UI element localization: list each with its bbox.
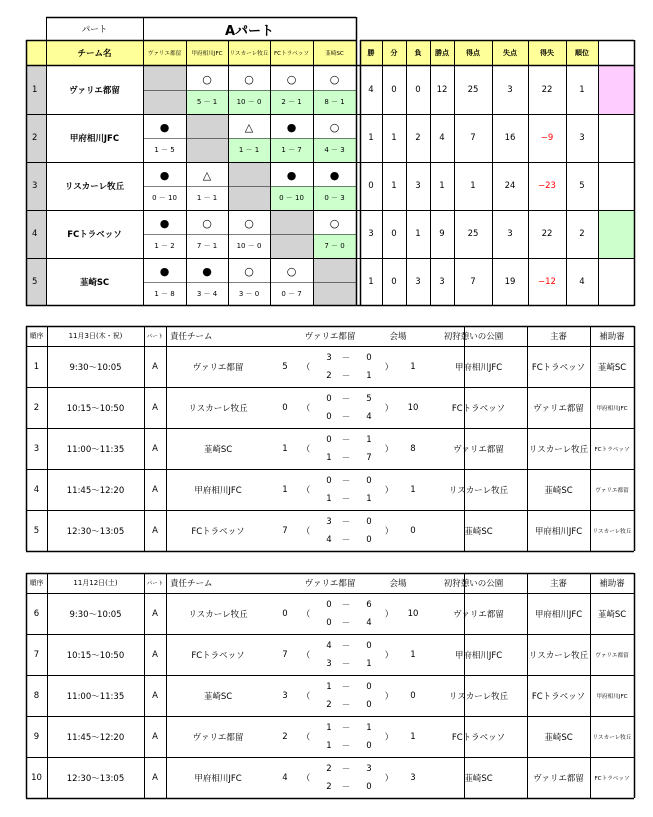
opponent-team: ヴァリエ都留 — [453, 609, 504, 620]
stat-value: 3 — [368, 229, 374, 239]
referee-team: リスカーレ牧丘 — [528, 650, 589, 661]
paren-open: （ — [301, 650, 311, 661]
paren-close: ） — [384, 444, 394, 455]
match-part: A — [152, 484, 158, 495]
right-total: 3 — [410, 772, 416, 783]
opponent-team: リスカーレ牧丘 — [448, 485, 509, 496]
venue-name: 初狩憩いの公園 — [443, 332, 504, 342]
stat-value: −23 — [538, 181, 556, 191]
match-time: 11:45～12:20 — [66, 732, 125, 743]
match-part: A — [152, 731, 158, 742]
venue-name: 初狩憩いの公園 — [443, 579, 504, 589]
result-mark: △ — [202, 168, 212, 182]
h2-right: 4 — [366, 617, 372, 628]
result-mark: ○ — [286, 72, 297, 86]
referee-team: 韮崎SC — [544, 732, 573, 743]
h1-right: 0 — [366, 352, 372, 363]
match-part: A — [152, 402, 158, 413]
dash: － — [341, 723, 351, 734]
part-label: パート — [81, 25, 108, 35]
result-mark: ○ — [329, 216, 340, 230]
dash: － — [341, 700, 351, 711]
right-total: 10 — [407, 608, 419, 619]
result-mark: ● — [159, 264, 170, 278]
left-total: 1 — [282, 443, 288, 454]
stat-value: 3 — [439, 276, 445, 287]
result-score: 1 － 1 — [238, 146, 260, 154]
stat-header-3: 勝点 — [435, 49, 449, 57]
result-score: 10 － 0 — [236, 98, 262, 106]
opponent-team: ヴァリエ都留 — [453, 444, 504, 455]
h1-right: 3 — [366, 763, 372, 774]
result-mark: ○ — [244, 216, 254, 230]
h2-left: 0 — [326, 617, 332, 628]
h1-right: 1 — [366, 722, 372, 733]
stat-value: 3 — [579, 133, 585, 143]
h2-left: 2 — [326, 699, 332, 710]
dash: － — [341, 764, 351, 775]
stat-value: 3 — [507, 229, 513, 239]
stat-header-5: 失点 — [503, 49, 517, 57]
resp-team: 甲府相川JFC — [194, 485, 242, 496]
result-mark: ○ — [202, 72, 212, 86]
match-part: A — [152, 690, 158, 701]
stat-value: 1 — [579, 85, 585, 95]
left-total: 2 — [282, 731, 288, 742]
resp-team: FCトラベッソ — [191, 526, 245, 537]
match-part: A — [152, 649, 158, 660]
dash: － — [341, 600, 351, 611]
resp-header: 責任チーム — [170, 579, 213, 589]
right-total: 1 — [410, 649, 416, 660]
stat-header-0: 勝 — [367, 49, 375, 57]
stat-value: 1 — [470, 181, 476, 191]
paren-open: （ — [301, 362, 311, 373]
result-score: 0 － 3 — [324, 194, 345, 202]
h2-left: 1 — [326, 493, 332, 504]
stat-value: 22 — [541, 85, 553, 95]
h1-left: 1 — [326, 722, 332, 733]
assistant-team: 甲府相川JFC — [596, 405, 628, 412]
match-part: A — [152, 608, 158, 619]
left-total: 5 — [282, 361, 288, 372]
match-time: 11:00～11:35 — [66, 691, 125, 702]
result-score: 8 － 1 — [324, 98, 345, 106]
result-mark: ● — [286, 168, 297, 182]
match-time: 10:15～10:50 — [66, 403, 125, 414]
paren-close: ） — [384, 362, 394, 373]
opponent-team: FCトラベッソ — [451, 732, 506, 743]
referee-team: ヴァリエ都留 — [533, 403, 584, 414]
assistant-team: 韮崎SC — [597, 362, 627, 373]
match-no: 9 — [33, 731, 40, 742]
h1-right: 0 — [366, 681, 372, 692]
row-number: 3 — [32, 181, 38, 191]
stat-value: 0 — [368, 181, 374, 191]
left-total: 0 — [282, 402, 288, 413]
match-no: 6 — [33, 608, 40, 619]
match-time: 11:45～12:20 — [66, 485, 125, 496]
match-no: 7 — [33, 649, 40, 660]
dash: － — [341, 618, 351, 629]
result-score: 2 － 1 — [281, 98, 302, 106]
result-mark: ● — [202, 264, 212, 278]
part-header: パート — [146, 581, 164, 587]
paren-close: ） — [384, 732, 394, 743]
stat-value: 1 — [439, 181, 445, 191]
team-name: リスカーレ牧丘 — [64, 182, 125, 192]
h1-right: 1 — [366, 434, 372, 445]
opponent-team: 甲府相川JFC — [454, 362, 503, 373]
opponent-team: 韮崎SC — [464, 773, 493, 784]
paren-open: （ — [301, 485, 311, 496]
stat-value: −9 — [540, 133, 554, 143]
dash: － — [341, 353, 351, 364]
order-header: 順序 — [29, 332, 44, 340]
stat-value: 5 — [579, 181, 585, 191]
assistant-team: 韮崎SC — [597, 609, 627, 620]
referee-team: FCトラベッソ — [531, 362, 586, 373]
stat-value: 0 — [391, 276, 397, 287]
result-mark: ● — [159, 120, 170, 134]
result-score: 1 － 7 — [281, 146, 302, 154]
result-mark: ○ — [329, 72, 340, 86]
h2-left: 1 — [326, 452, 332, 463]
result-score: 10 － 0 — [236, 242, 262, 250]
h1-left: 0 — [326, 599, 332, 610]
dash: － — [341, 659, 351, 670]
match-no: 10 — [31, 772, 42, 783]
h1-left: 3 — [326, 516, 332, 527]
result-mark: ● — [159, 216, 170, 230]
opponent-team: リスカーレ牧丘 — [448, 691, 509, 702]
result-mark: ○ — [329, 120, 340, 134]
right-total: 1 — [410, 361, 416, 372]
row-number: 4 — [32, 229, 38, 239]
paren-close: ） — [384, 485, 394, 496]
resp-team: 甲府相川JFC — [194, 773, 242, 784]
dash: － — [341, 782, 351, 793]
match-no: 1 — [33, 361, 40, 372]
col-team-0: ヴァリエ都留 — [147, 51, 182, 57]
h1-left: 0 — [326, 434, 332, 445]
result-score: 1 － 5 — [154, 146, 175, 154]
paren-close: ） — [384, 773, 394, 784]
dash: － — [341, 435, 351, 446]
assistant-team: リスカーレ牧丘 — [592, 734, 632, 741]
paren-open: （ — [301, 526, 311, 537]
match-no: 5 — [33, 525, 40, 536]
match-no: 4 — [33, 484, 40, 495]
venue-label: 会場 — [389, 332, 407, 342]
h2-right: 0 — [366, 699, 372, 710]
dash: － — [341, 494, 351, 505]
team-header: チーム名 — [77, 49, 112, 59]
col-team-3: FCトラベッソ — [273, 51, 310, 57]
assistant-team: ヴァリエ都留 — [595, 652, 629, 659]
result-mark: ○ — [286, 264, 297, 278]
stat-value: 2 — [415, 133, 421, 143]
stat-value: 0 — [391, 85, 397, 95]
referee-team: FCトラベッソ — [531, 691, 586, 702]
stat-value: −12 — [538, 276, 556, 287]
match-part: A — [152, 443, 158, 454]
col-team-2: リスカーレ牧丘 — [229, 51, 269, 57]
match-part: A — [152, 772, 158, 783]
h1-right: 0 — [366, 516, 372, 527]
resp-team: リスカーレ牧丘 — [188, 403, 248, 414]
date-header: 11月12日(土) — [73, 579, 118, 587]
stat-value: 24 — [504, 181, 516, 191]
h2-left: 2 — [326, 781, 332, 792]
stat-value: 1 — [391, 133, 397, 143]
part-header: パート — [146, 334, 164, 340]
stat-value: 4 — [579, 276, 585, 287]
stat-header-4: 得点 — [466, 49, 480, 57]
col-team-4: 韮崎SC — [325, 51, 344, 57]
paren-open: （ — [301, 609, 311, 620]
stat-value: 9 — [439, 229, 445, 239]
resp-team: ヴァリエ都留 — [192, 362, 244, 373]
h2-left: 2 — [326, 370, 332, 381]
h1-left: 0 — [326, 475, 332, 486]
paren-close: ） — [384, 691, 394, 702]
h2-right: 1 — [366, 370, 372, 381]
stat-header-2: 負 — [414, 49, 422, 57]
right-total: 1 — [410, 484, 416, 495]
paren-open: （ — [301, 444, 311, 455]
result-score: 0 － 7 — [281, 289, 302, 298]
paren-close: ） — [384, 650, 394, 661]
right-total: 1 — [410, 731, 416, 742]
paren-open: （ — [301, 773, 311, 784]
left-total: 7 — [282, 525, 288, 536]
match-time: 12:30～13:05 — [66, 773, 125, 784]
paren-close: ） — [384, 526, 394, 537]
date-header: 11月3日(木・祝) — [68, 332, 123, 340]
stat-value: 0 — [391, 229, 397, 239]
h1-right: 6 — [366, 599, 372, 610]
row-number: 2 — [32, 133, 38, 143]
h1-left: 1 — [326, 681, 332, 692]
host-header: ヴァリエ都留 — [304, 579, 356, 589]
h2-left: 0 — [326, 411, 332, 422]
stat-value: 25 — [467, 229, 479, 239]
assistant-team: リスカーレ牧丘 — [592, 528, 632, 535]
paren-close: ） — [384, 609, 394, 620]
dash: － — [341, 394, 351, 405]
stat-value: 16 — [504, 133, 516, 143]
result-score: 1 － 2 — [154, 242, 175, 250]
stat-value: 7 — [470, 276, 476, 287]
referee-team: 韮崎SC — [544, 485, 573, 496]
h1-left: 0 — [326, 393, 332, 404]
assistant-header: 補助審 — [599, 579, 625, 589]
resp-header: 責任チーム — [170, 332, 213, 342]
left-total: 3 — [282, 690, 288, 701]
h2-right: 0 — [366, 534, 372, 545]
match-no: 8 — [33, 690, 40, 701]
col-team-1: 甲府相川JFC — [191, 51, 223, 57]
match-no: 2 — [33, 402, 40, 413]
stat-value: 12 — [436, 85, 448, 95]
stat-header-7: 順位 — [575, 49, 589, 57]
h2-left: 3 — [326, 658, 332, 669]
left-total: 0 — [282, 608, 288, 619]
match-time: 9:30～10:05 — [69, 609, 122, 620]
team-name: FCトラベッソ — [67, 230, 122, 240]
right-total: 0 — [410, 525, 416, 536]
host-header: ヴァリエ都留 — [304, 332, 356, 342]
assistant-team: FCトラベッソ — [594, 775, 630, 782]
dash: － — [341, 535, 351, 546]
result-score: 1 － 8 — [154, 289, 175, 298]
h1-right: 0 — [366, 640, 372, 651]
result-mark: ● — [286, 120, 297, 134]
part-name: Aパート — [224, 23, 275, 39]
h1-right: 0 — [366, 475, 372, 486]
stat-value: 25 — [467, 85, 479, 95]
result-mark: ● — [159, 168, 170, 182]
h1-left: 4 — [326, 640, 332, 651]
team-name: ヴァリエ都留 — [69, 86, 120, 96]
result-mark: ● — [329, 168, 340, 182]
result-mark: ○ — [244, 72, 254, 86]
stat-value: 3 — [415, 181, 421, 191]
referee-header: 主審 — [549, 332, 567, 342]
h1-left: 2 — [326, 763, 332, 774]
result-mark: ○ — [244, 264, 254, 278]
dash: － — [341, 476, 351, 487]
h2-left: 1 — [326, 740, 332, 751]
referee-team: 甲府相川JFC — [534, 609, 583, 620]
stat-value: 3 — [415, 276, 421, 287]
result-score: 7 － 1 — [196, 242, 218, 250]
h2-right: 7 — [366, 452, 372, 463]
stat-header-1: 分 — [390, 49, 398, 57]
left-total: 7 — [282, 649, 288, 660]
stat-value: 0 — [415, 85, 421, 95]
h1-left: 3 — [326, 352, 332, 363]
referee-team: リスカーレ牧丘 — [528, 444, 589, 455]
result-mark: △ — [244, 120, 254, 134]
match-time: 10:15～10:50 — [66, 650, 125, 661]
match-time: 11:00～11:35 — [66, 444, 125, 455]
stat-value: 22 — [541, 229, 553, 239]
stat-header-6: 得失 — [540, 49, 554, 57]
dash: － — [341, 453, 351, 464]
paren-open: （ — [301, 691, 311, 702]
dash: － — [341, 412, 351, 423]
referee-team: 甲府相川JFC — [534, 526, 583, 537]
row-number: 1 — [32, 85, 38, 95]
result-score: 0 － 10 — [279, 194, 304, 202]
assistant-header: 補助審 — [599, 332, 625, 342]
paren-close: ） — [384, 403, 394, 414]
resp-team: FCトラベッソ — [191, 650, 245, 661]
assistant-team: ヴァリエ都留 — [595, 487, 629, 494]
resp-team: 韮崎SC — [203, 691, 233, 702]
result-score: 0 － 10 — [152, 194, 177, 202]
stat-value: 2 — [579, 229, 585, 239]
h2-left: 4 — [326, 534, 332, 545]
match-part: A — [152, 361, 158, 372]
paren-open: （ — [301, 732, 311, 743]
stat-value: 19 — [504, 276, 516, 287]
referee-team: ヴァリエ都留 — [533, 773, 584, 784]
h2-right: 4 — [366, 411, 372, 422]
match-time: 9:30～10:05 — [69, 362, 122, 373]
result-score: 7 － 0 — [324, 242, 345, 250]
team-name: 韮崎SC — [79, 277, 110, 288]
right-total: 10 — [407, 402, 419, 413]
stat-value: 1 — [368, 276, 374, 287]
resp-team: 韮崎SC — [203, 444, 233, 455]
h2-right: 0 — [366, 781, 372, 792]
result-mark: ○ — [202, 216, 212, 230]
stat-value: 1 — [415, 229, 421, 239]
stat-value: 1 — [368, 133, 374, 143]
result-score: 3 － 0 — [238, 289, 260, 298]
row-number: 5 — [32, 276, 38, 287]
order-header: 順序 — [29, 579, 44, 587]
h1-right: 5 — [366, 393, 372, 404]
result-score: 4 － 3 — [324, 146, 345, 154]
stat-value: 4 — [439, 133, 445, 143]
right-total: 0 — [410, 690, 416, 701]
stat-value: 1 — [391, 181, 397, 191]
match-part: A — [152, 525, 158, 536]
dash: － — [341, 517, 351, 528]
stat-value: 3 — [507, 85, 513, 95]
assistant-team: FCトラベッソ — [594, 446, 630, 453]
opponent-team: FCトラベッソ — [451, 403, 506, 414]
stat-value: 7 — [470, 133, 476, 143]
referee-header: 主審 — [549, 579, 567, 589]
dash: － — [341, 371, 351, 382]
result-score: 5 － 1 — [196, 98, 218, 106]
resp-team: ヴァリエ都留 — [192, 732, 244, 743]
result-score: 1 － 1 — [196, 194, 218, 202]
match-no: 3 — [33, 443, 40, 454]
dash: － — [341, 741, 351, 752]
stat-value: 4 — [368, 85, 374, 95]
assistant-team: 甲府相川JFC — [596, 693, 628, 700]
h2-right: 1 — [366, 493, 372, 504]
opponent-team: 韮崎SC — [464, 526, 493, 537]
resp-team: リスカーレ牧丘 — [188, 609, 248, 620]
h2-right: 0 — [366, 740, 372, 751]
right-total: 8 — [410, 443, 416, 454]
left-total: 4 — [282, 772, 288, 783]
opponent-team: 甲府相川JFC — [454, 650, 503, 661]
venue-label: 会場 — [389, 579, 407, 589]
h2-right: 1 — [366, 658, 372, 669]
dash: － — [341, 641, 351, 652]
dash: － — [341, 682, 351, 693]
team-name: 甲府相川JFC — [69, 134, 120, 144]
match-time: 12:30～13:05 — [66, 526, 125, 537]
result-score: 3 － 4 — [196, 289, 218, 298]
left-total: 1 — [282, 484, 288, 495]
paren-open: （ — [301, 403, 311, 414]
